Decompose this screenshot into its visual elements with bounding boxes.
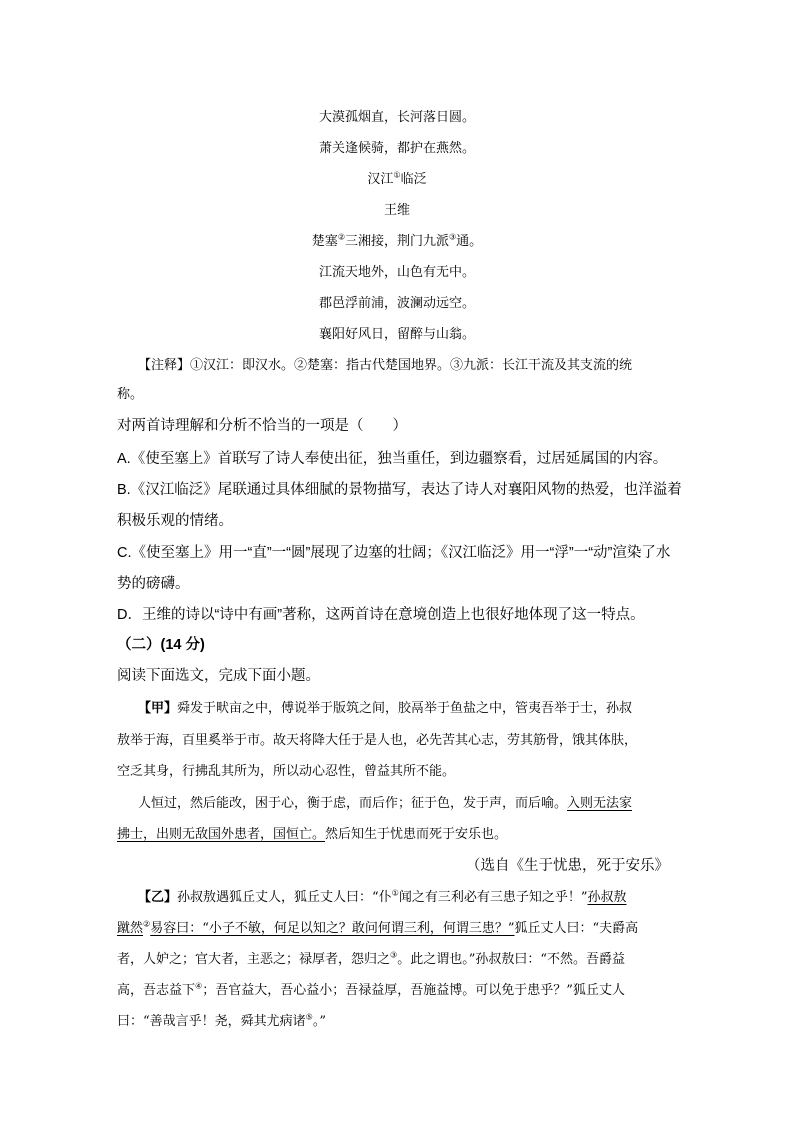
poem2-line1-b: 三湘接，荆门九派 <box>344 234 449 249</box>
jia-line4-text: 人恒过，然后能改，困于心，衡于虑，而后作；征于色，发于声，而后喻。 <box>138 796 568 811</box>
jia-line5 <box>117 823 682 842</box>
yi-line3 <box>117 948 682 967</box>
footnote-mark: ② <box>337 232 345 242</box>
yi-line2 <box>117 917 682 936</box>
underlined-sentence: 蹴然 <box>117 921 144 936</box>
jia-line1 <box>138 697 703 716</box>
poem2-title-pre: 汉江 <box>367 172 394 187</box>
option-d: D．王维的诗以“诗中有画”著称，这两首诗在意境创造上也很好地体现了这一特点。 <box>117 607 645 623</box>
jia-line2: 敖举于海，百里奚举于市。故天将降大任于是人也，必先苦其心志，劳其筋骨，饿其体肤， <box>117 733 638 748</box>
underlined-sentence: 拂士，出则无敌国外患者，国恒亡。 <box>117 827 326 842</box>
poem2-title-post: 临泛 <box>400 172 427 187</box>
poem2-line1 <box>200 230 594 249</box>
jia-tag: 【甲】 <box>138 700 178 715</box>
yi-line2-b: 狐丘丈人曰：“夫爵高 <box>514 921 639 936</box>
yi-line3-a: 者，人妒之；官大者，主恶之；禄厚者，怨归之 <box>117 952 391 967</box>
jia-line5-text: 然后知生于忧患而死于安乐也。 <box>325 827 508 842</box>
poem2-line3: 郡邑浮前浦，波澜动远空。 <box>318 296 475 311</box>
option-a: A.《使至塞上》首联写了诗人奉使出征，独当重任，到边疆察看，过居延属国的内容。 <box>117 451 668 467</box>
question-stem: 对两首诗理解和分析不恰当的一项是（ ） <box>117 418 407 434</box>
footnote-mark: ④ <box>195 981 203 991</box>
yi-line5-a: 曰：“善哉言乎！尧，舜其尤病诸 <box>117 1014 306 1029</box>
underlined-sentence: 入则无法家 <box>567 796 633 811</box>
yi-line4 <box>117 979 682 998</box>
jia-line4 <box>138 792 703 811</box>
footnote-mark: ③ <box>390 950 398 960</box>
yi-line5 <box>117 1010 682 1029</box>
annotation-line2: 称。 <box>117 387 144 402</box>
section-instruction: 阅读下面选文，完成下面小题。 <box>117 668 320 684</box>
underlined-sentence: 易容曰：“小子不敏，何足以知之？敢问何谓三利，何谓三患？” <box>150 921 515 936</box>
yi-line4-a: 高，吾志益下 <box>117 983 196 998</box>
poem2-line1-c: 通。 <box>456 234 483 249</box>
option-c-line1: C.《使至塞上》用一“直”一“圆”展现了边塞的壮阔；《汉江临泛》用一“浮”一“动”渲染了水 <box>117 545 671 561</box>
poem1-line2: 萧关逢候骑，都护在燕然。 <box>318 141 475 156</box>
yi-line4-b: ；吾官益大，吾心益小；吾禄益厚，吾施益博。可以免于患乎？”狐丘丈人 <box>202 983 625 998</box>
yi-line1 <box>138 886 703 905</box>
jia-source: （选自《生于忧患，死于安乐》 <box>466 858 669 874</box>
yi-tag: 【乙】 <box>138 889 178 904</box>
footnote-mark: ⑤ <box>305 1012 313 1022</box>
yi-line5-b: 。” <box>312 1014 326 1029</box>
option-c-line2: 势的磅礴。 <box>117 576 190 592</box>
section-heading: （二）(14 分) <box>117 637 205 653</box>
poem1-line1: 大漠孤烟直，长河落日圆。 <box>318 110 475 125</box>
poem2-line2: 江流天地外，山色有无中。 <box>318 265 475 280</box>
poem2-title <box>200 168 594 187</box>
jia-line3: 空乏其身，行拂乱其所为，所以动心忍性，曾益其所不能。 <box>117 764 456 779</box>
poem2-author: 王维 <box>383 203 410 218</box>
footnote-mark: ① <box>391 888 399 898</box>
yi-line1-b: 闻之有三利必有三患子知之乎！” <box>398 890 588 905</box>
footnote-mark: ③ <box>449 232 457 242</box>
footnote-mark: ① <box>393 170 401 180</box>
yi-line1-a: 孙叔敖遇狐丘丈人，狐丘丈人曰：“仆 <box>177 890 392 905</box>
annotation-line1: 【注释】①汉江：即汉水。②楚塞：指古代楚国地界。③九派：长江干流及其支流的统 <box>138 358 633 373</box>
underlined-sentence: 孙叔敖 <box>587 890 627 905</box>
poem2-line1-a: 楚塞 <box>311 234 338 249</box>
footnote-mark: ② <box>143 919 151 929</box>
poem2-line4: 襄阳好风日，留醉与山翁。 <box>318 327 475 342</box>
jia-line1-text: 舜发于畎亩之中，傅说举于版筑之间，胶鬲举于鱼盐之中，管夷吾举于士，孙叔 <box>177 701 633 716</box>
yi-line3-b: 。此之谓也。”孙叔敖曰：“不然。吾爵益 <box>397 952 625 967</box>
option-b-line1: B.《汉江临泛》尾联通过具体细腻的景物描写，表达了诗人对襄阳风物的热爱，也洋溢着 <box>117 482 682 498</box>
option-b-line2: 积极乐观的情绪。 <box>117 513 233 529</box>
